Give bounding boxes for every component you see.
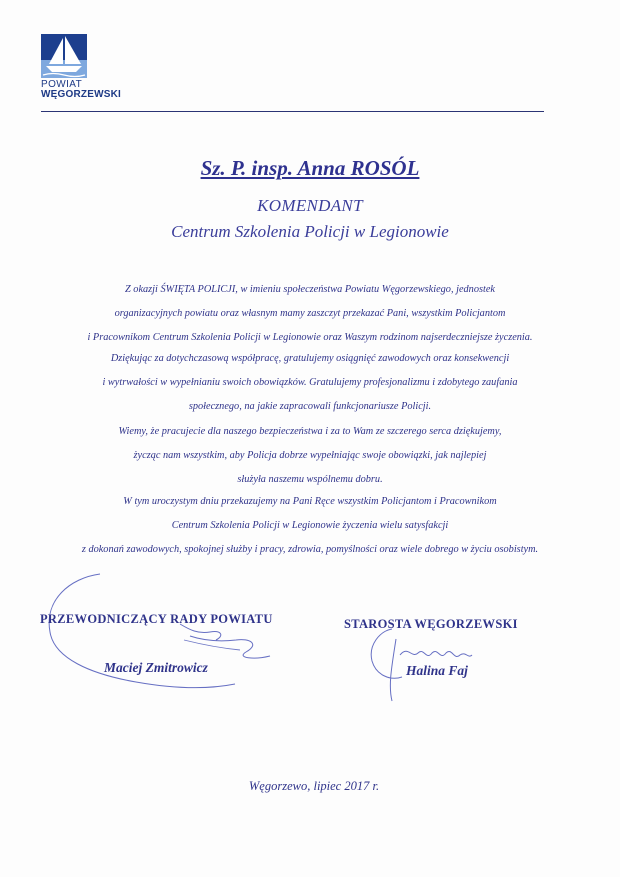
signature-left-title: PRZEWODNICZĄCY RADY POWIATU: [40, 612, 273, 626]
paragraph-thanks: [0, 347, 620, 419]
paragraph-line: Dziękując za dotychczasową współpracę, gratulujemy osiągnięć zawodowych oraz konsekwencji: [110, 353, 510, 364]
place-and-date: Węgorzewo, lipiec 2017 r.: [248, 779, 380, 793]
paragraph-line: służyła naszemu wspólnemu dobru.: [237, 474, 383, 485]
paragraph-line: i wytrwałości w wypełnianiu swoich obowiązków. Gratulujemy profesjonalizmu i zdobytego zaufania: [102, 377, 518, 388]
signature-left-name: Maciej Zmitrowicz: [104, 660, 208, 675]
paragraph-line: Z okazji ŚWIĘTA POLICJI, w imieniu społeczeństwa Powiatu Węgorzewskiego, jednostek: [125, 284, 495, 295]
paragraph-wishes: [0, 490, 620, 562]
paragraph-greetings: [0, 278, 620, 350]
paragraph-line: społecznego, na jakie zapracowali funkcjonariusze Policji.: [188, 401, 432, 412]
paragraph-line: W tym uroczystym dniu przekazujemy na Pani Ręce wszystkim Policjantom i Pracownikom: [123, 496, 497, 507]
paragraph-line: życząc nam wszystkim, aby Policja dobrze wypełniając swoje obowiązki, jak najlepiej: [133, 450, 487, 461]
signature-right-name: Halina Faj: [406, 663, 468, 678]
sailboat-logo-icon: [41, 34, 87, 78]
powiat-logo: [38, 34, 158, 104]
handwritten-signature-left: [40, 570, 290, 705]
paragraph-line: z dokonań zawodowych, spokojnej służby i pracy, zdrowia, pomyślności oraz wiele dobrego w życiu osobistym.: [81, 544, 539, 555]
logo-text-wegorzewski: WĘGORZEWSKI: [41, 89, 121, 100]
paragraph-line: organizacyjnych powiatu oraz własnym mamy zaszczyt przekazać Pani, wszystkim Policjantom: [114, 308, 506, 319]
paragraph-line: i Pracownikom Centrum Szkolenia Policji w Legionowie oraz Waszym rodzinom najserdeczniejsze życzenia.: [87, 332, 533, 343]
addressee-position: KOMENDANT: [257, 196, 363, 215]
addressee-institution: Centrum Szkolenia Policji w Legionowie: [171, 222, 449, 241]
paragraph-line: Centrum Szkolenia Policji w Legionowie życzenia wielu satysfakcji: [171, 520, 449, 531]
paragraph-line: Wiemy, że pracujecie dla naszego bezpieczeństwa i za to Wam ze szczerego serca dziękujemy,: [118, 426, 502, 437]
logo-text-powiat: POWIAT: [41, 79, 83, 90]
paragraph-security: [0, 420, 620, 492]
addressee: Sz. P. insp. Anna ROSÓL: [200, 156, 420, 180]
signature-right-title: STAROSTA WĘGORZEWSKI: [344, 617, 518, 631]
header-divider: [41, 111, 544, 112]
